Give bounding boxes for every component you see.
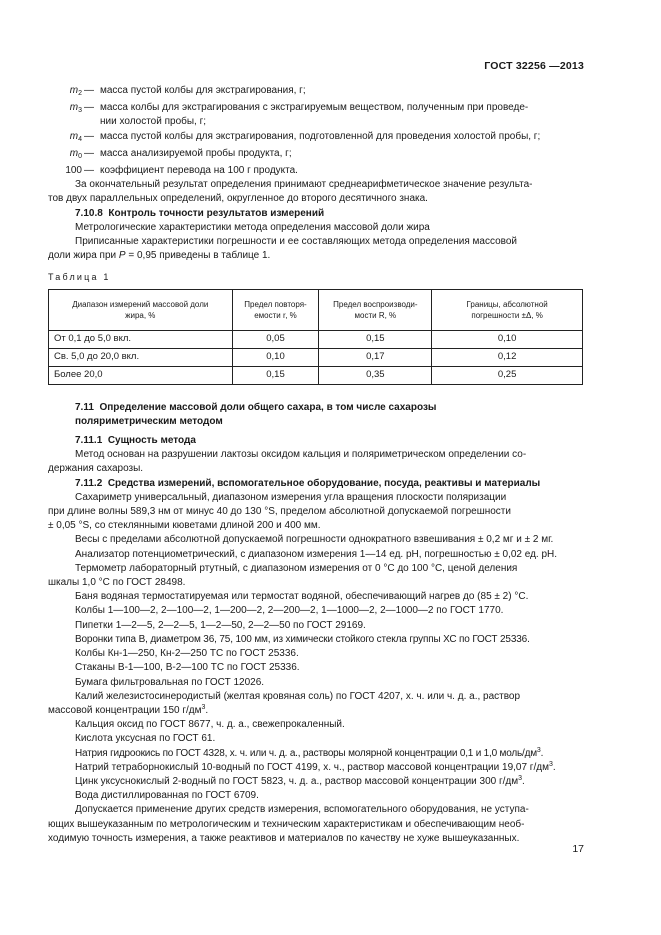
- table-header-cell: Предел воспроизводи- мости R, %: [319, 289, 432, 330]
- variable-symbol: $m_4$: [69, 130, 82, 143]
- variable-item: $m_4$ — масса пустой колбы для экстрагирования, подготовленной для проведения холостой пробы, г;: [48, 130, 584, 147]
- section-heading-7-11-line2: поляриметрическим методом: [75, 415, 223, 427]
- paragraph-line: Весы с пределами абсолютной допускаемой погрешности однократного взвешивания ± 0,2 мг и ± 2 мг.: [75, 534, 554, 546]
- table-cell: 0,35: [319, 366, 432, 384]
- variable-symbol: $m_2$: [69, 85, 82, 97]
- table-cell: 0,15: [319, 330, 432, 348]
- variable-item: $m_2$ — масса пустой колбы для экстрагирования, г;: [48, 84, 584, 101]
- standard-number: ГОСТ 32256 —2013: [484, 60, 584, 72]
- paragraph-line: ± 0,05 °S, со стеклянными кюветами длиной 200 и 400 мм.: [48, 520, 321, 532]
- section-heading-7-11-2: 7.11.2 Средства измерений, вспомогательное оборудование, посуда, реактивы и материалы: [75, 477, 541, 489]
- table-row: [49, 366, 583, 384]
- variable-symbol: $m_3$: [69, 102, 82, 115]
- table-cell: 0,25: [432, 366, 583, 384]
- variable-item: $m_3$ — масса колбы для экстрагирования с экстрагируемым веществом, полученным при проведе- нии холостой пробы, г;: [48, 101, 584, 129]
- paragraph-line: Бумага фильтровальная по ГОСТ 12026.: [75, 676, 265, 688]
- paragraph-line: Термометр лабораторный ртутный, с диапазоном измерения от 0 °С до 100 °С, ценой деления: [75, 562, 518, 574]
- paragraph-line: Анализатор потенциометрический, с диапазоном измерения 1—14 ед. рН, погрешностью ± 0,02 ед. рН.: [75, 548, 558, 560]
- table-header-cell: Границы, абсолютной погрешности ±Δ, %: [432, 289, 583, 330]
- table-cell: 0,05: [232, 330, 319, 348]
- paragraph-final-line1: За окончательный результат определения принимают среднеарифметическое значение результа-: [75, 179, 533, 191]
- paragraph-line: Допускается применение других средств измерения, вспомогательного оборудования, не уступа-: [75, 804, 529, 816]
- paragraph-line: Стаканы В-1—100, В-2—100 ТС по ГОСТ 25336.: [75, 662, 300, 674]
- paragraph-line: массовой концентрации 150 $г/дм^3$.: [48, 703, 209, 716]
- variable-text: масса анализируемой пробы продукта, г;: [100, 147, 292, 159]
- page-number: 17: [572, 843, 584, 855]
- variable-symbol: $m_0$: [69, 147, 82, 160]
- paragraph-line: ходимую точность измерения, а также реактивов и материалов по качеству не хуже вышеуказанных.: [48, 832, 520, 844]
- paragraph-line: Кальция оксид по ГОСТ 8677, ч. д. а., свежепрокаленный.: [75, 719, 345, 731]
- table-cell: Св. 5,0 до 20,0 вкл.: [49, 348, 233, 366]
- variable-symbol: 100: [65, 165, 82, 177]
- table-caption: Таблица 1: [48, 272, 111, 283]
- table-cell: 0,10: [232, 348, 319, 366]
- table-cell: 0,17: [319, 348, 432, 366]
- data-table: [48, 289, 583, 385]
- paragraph-line: Цинк уксуснокислый 2-водный по ГОСТ 5823, ч. д. а., раствор массовой концентрации 300 $г/дм^3$.: [75, 774, 525, 787]
- paragraph-line: Кислота уксусная по ГОСТ 61.: [75, 733, 216, 745]
- variable-item: $m_0$ — масса анализируемой пробы продукта, г;: [48, 147, 584, 164]
- paragraph-line: доли жира при P = 0,95 приведены в таблице 1.: [48, 250, 271, 262]
- paragraph-line: Пипетки 1—2—5, 2—2—5, 1—2—50, 2—2—50 по ГОСТ 29169.: [75, 619, 366, 631]
- paragraph-line: Баня водяная термостатируемая или термостат водяной, обеспечивающий нагрев до (85 ± 2) °С.: [75, 591, 529, 603]
- variable-text: коэффициент перевода на 100 г продукта.: [100, 165, 298, 177]
- paragraph-line: Колбы 1—100—2, 2—100—2, 1—200—2, 2—200—2, 1—1000—2, 2—1000—2 по ГОСТ 1770.: [75, 605, 504, 617]
- table-header-row: [49, 289, 583, 330]
- table-row: [49, 330, 583, 348]
- paragraph-final-line2: тов двух параллельных определений, округленное до второго десятичного знака.: [48, 193, 428, 205]
- section-heading-7-11: 7.11 Определение массовой доли общего сахара, в том числе сахарозы: [75, 401, 437, 413]
- table-cell: 0,10: [432, 330, 583, 348]
- table-cell: 0,15: [232, 366, 319, 384]
- paragraph-line: Приписанные характеристики погрешности и ее составляющих метода определения массовой: [75, 236, 517, 248]
- paragraph-line: держания сахарозы.: [48, 463, 144, 475]
- paragraph-line: Воронки типа В, диаметром 36, 75, 100 мм, из химически стойкого стекла группы ХС по ГОСТ 25336.: [75, 633, 530, 645]
- table-header-cell: Предел повторя- емости r, %: [232, 289, 319, 330]
- table-cell: От 0,1 до 5,0 вкл.: [49, 330, 233, 348]
- page-content: [48, 84, 584, 846]
- section-heading-7-10-8: 7.10.8 Контроль точности результатов измерений: [75, 207, 325, 219]
- paragraph-line: Вода дистиллированная по ГОСТ 6709.: [75, 790, 259, 802]
- table-row: [49, 348, 583, 366]
- paragraph-line: Колбы Кн-1—250, Кн-2—250 ТС по ГОСТ 25336.: [75, 648, 299, 660]
- paragraph-line: Натрий тетраборнокислый 10-водный по ГОСТ 4199, х. ч., раствор массовой концентрации 19,07 $г/дм^3$.: [75, 760, 556, 773]
- variable-text: масса колбы для экстрагирования с экстрагируемым веществом, полученным при проведе- нии холостой пробы, г;: [100, 102, 529, 128]
- variable-list: [48, 84, 584, 178]
- paragraph-line: Натрия гидроокись по ГОСТ 4328, х. ч. или ч. д. а., растворы молярной концентрации 0,1 и 1,0 моль/$дм^3$.: [75, 746, 544, 759]
- table-header-cell: Диапазон измерений массовой доли жира, %: [49, 289, 233, 330]
- variable-item: 100 — коэффициент перевода на 100 г продукта.: [48, 164, 584, 178]
- table-cell: Более 20,0: [49, 366, 233, 384]
- paragraph-line: Калий железистосинеродистый (желтая кровяная соль) по ГОСТ 4207, х. ч. или ч. д. а., раствор: [75, 690, 521, 702]
- paragraph-line: ющих вышеуказанным по метрологическим и техническим характеристикам и обеспечивающим необ-: [48, 818, 525, 830]
- paragraph-line: Метод основан на разрушении лактозы оксидом кальция и поляриметрическом определении со-: [75, 449, 527, 461]
- section-subtitle: Метрологические характеристики метода определения массовой доли жира: [75, 221, 430, 233]
- variable-text: масса пустой колбы для экстрагирования, г;: [100, 85, 306, 96]
- section-heading-7-11-1: 7.11.1 Сущность метода: [75, 435, 196, 447]
- paragraph-line: Сахариметр универсальный, диапазоном измерения угла вращения плоскости поляризации: [75, 491, 507, 503]
- variable-text: масса пустой колбы для экстрагирования, подготовленной для проведения холостой пробы, г;: [100, 130, 541, 142]
- paragraph-line: шкалы 1,0 °С по ГОСТ 28498.: [48, 577, 186, 589]
- table-cell: 0,12: [432, 348, 583, 366]
- paragraph-line: при длине волны 589,3 нм от минус 40 до 130 °S, пределом абсолютной допускаемой погрешности: [48, 506, 511, 518]
